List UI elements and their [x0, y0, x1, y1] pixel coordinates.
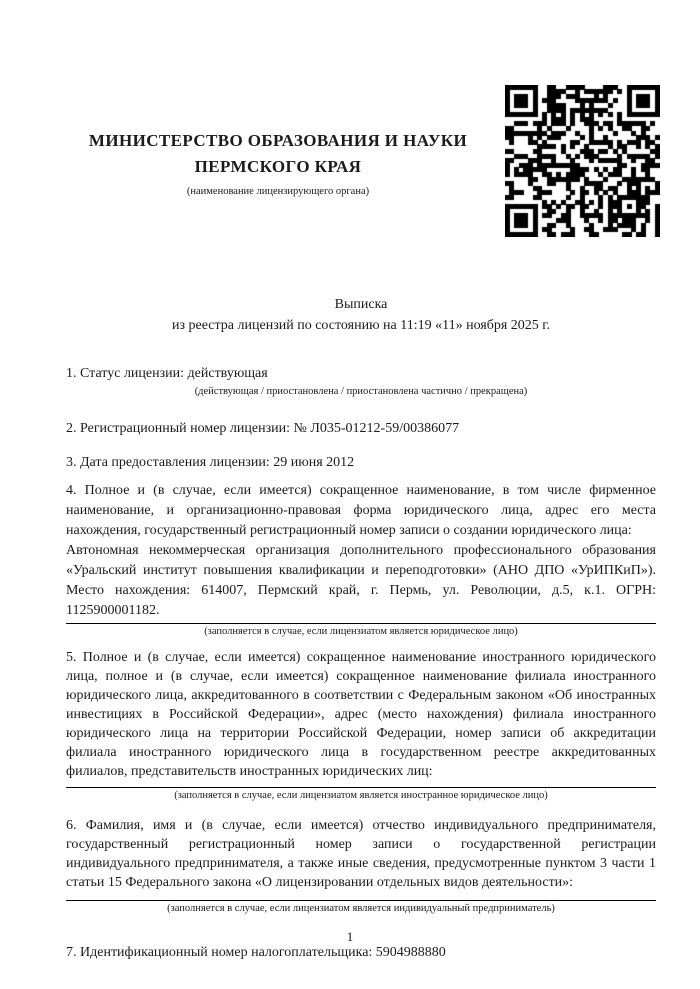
individual-entrepreneur-caption: (заполняется в случае, если лицензиатом является индивидуальный предприниматель) — [167, 903, 555, 914]
legal-entity-caption: (заполняется в случае, если лицензиатом является юридическое лицо) — [204, 626, 518, 637]
blank-field-rule — [66, 900, 656, 901]
foreign-entity-text: 5. Полное и (в случае, если имеется) сокращенное наименование иностранного юридического лица, полное и (в случае, если имеется) сокращенное наименование филиала иностранного юридического лица, аккредитованного в соответствии с Федеральным законом «Об иностранных инвестициях в Российской Федерации», адрес (место нахождения) филиала иностранного юридического лица на территории Российской Федерации, номер записи об аккредитации филиала иностранного юридического лица в государственном реестре аккредитованных филиалов, представительств иностранных юридических лиц: — [66, 650, 656, 779]
license-status-text: 1. Статус лицензии: действующая — [66, 366, 268, 381]
document-title-block — [66, 294, 656, 336]
item-license-grant-date — [66, 453, 656, 473]
page-number: 1 — [346, 929, 354, 944]
legal-entity-value: Автономная некоммерческая организация дополнительного профессионального образования «Уральский институт повышения квалификации и переподготовки» (АНО ДПО «УрИПКиП»). Место нахождения: 614007, Пермский край, г. Пермь, ул. Революции, д.5, к.1. ОГРН: 1125900001182. — [66, 543, 656, 618]
document-subtitle: из реестра лицензий по состоянию на 11:19 «11» ноября 2025 г. — [172, 318, 550, 333]
item-taxpayer-number — [66, 943, 656, 963]
taxpayer-number-text: 7. Идентификационный номер налогоплательщика: 5904988880 — [66, 945, 446, 960]
blank-field-rule — [66, 787, 656, 788]
licensing-authority-name — [66, 128, 490, 180]
item-registration-number — [66, 419, 656, 439]
license-grant-date-text: 3. Дата предоставления лицензии: 29 июня 2012 — [66, 455, 355, 470]
licensing-authority-caption: (наименование лицензирующего органа) — [186, 186, 370, 197]
document-title: Выписка — [334, 297, 388, 312]
registration-number-text: 2. Регистрационный номер лицензии: № Л035-01212-59/00386077 — [66, 421, 460, 436]
ministry-name-line2: ПЕРМСКОГО КРАЯ — [194, 157, 362, 176]
qr-code-icon — [505, 85, 660, 237]
license-status-caption: (действующая / приостановлена / приостановлена частично / прекращена) — [194, 386, 528, 397]
foreign-entity-caption: (заполняется в случае, если лицензиатом является иностранное юридическое лицо) — [174, 790, 548, 801]
legal-entity-intro: 4. Полное и (в случае, если имеется) сокращенное наименование, в том числе фирменное наименование, и организационно-правовая форма юридического лица, адрес его места нахождения, государственный регистрационный номер записи о создании юридического лица: — [66, 483, 656, 538]
item-foreign-entity-info — [66, 648, 656, 802]
item-license-status — [66, 364, 656, 398]
individual-entrepreneur-text: 6. Фамилия, имя и (в случае, если имеется) отчество индивидуального предпринимателя, государственный регистрационный номер записи о государственной регистрации индивидуального предпринимателя, а также иные сведения, предусмотренные пунктом 3 части 1 статьи 15 Федерального закона «О лицензировании отдельных видов деятельности»: — [66, 818, 656, 890]
item-individual-entrepreneur-info — [66, 816, 656, 915]
item-legal-entity-info — [66, 481, 656, 638]
underline-rule — [66, 623, 656, 624]
ministry-name-line1: МИНИСТЕРСТВО ОБРАЗОВАНИЯ И НАУКИ — [88, 131, 468, 150]
